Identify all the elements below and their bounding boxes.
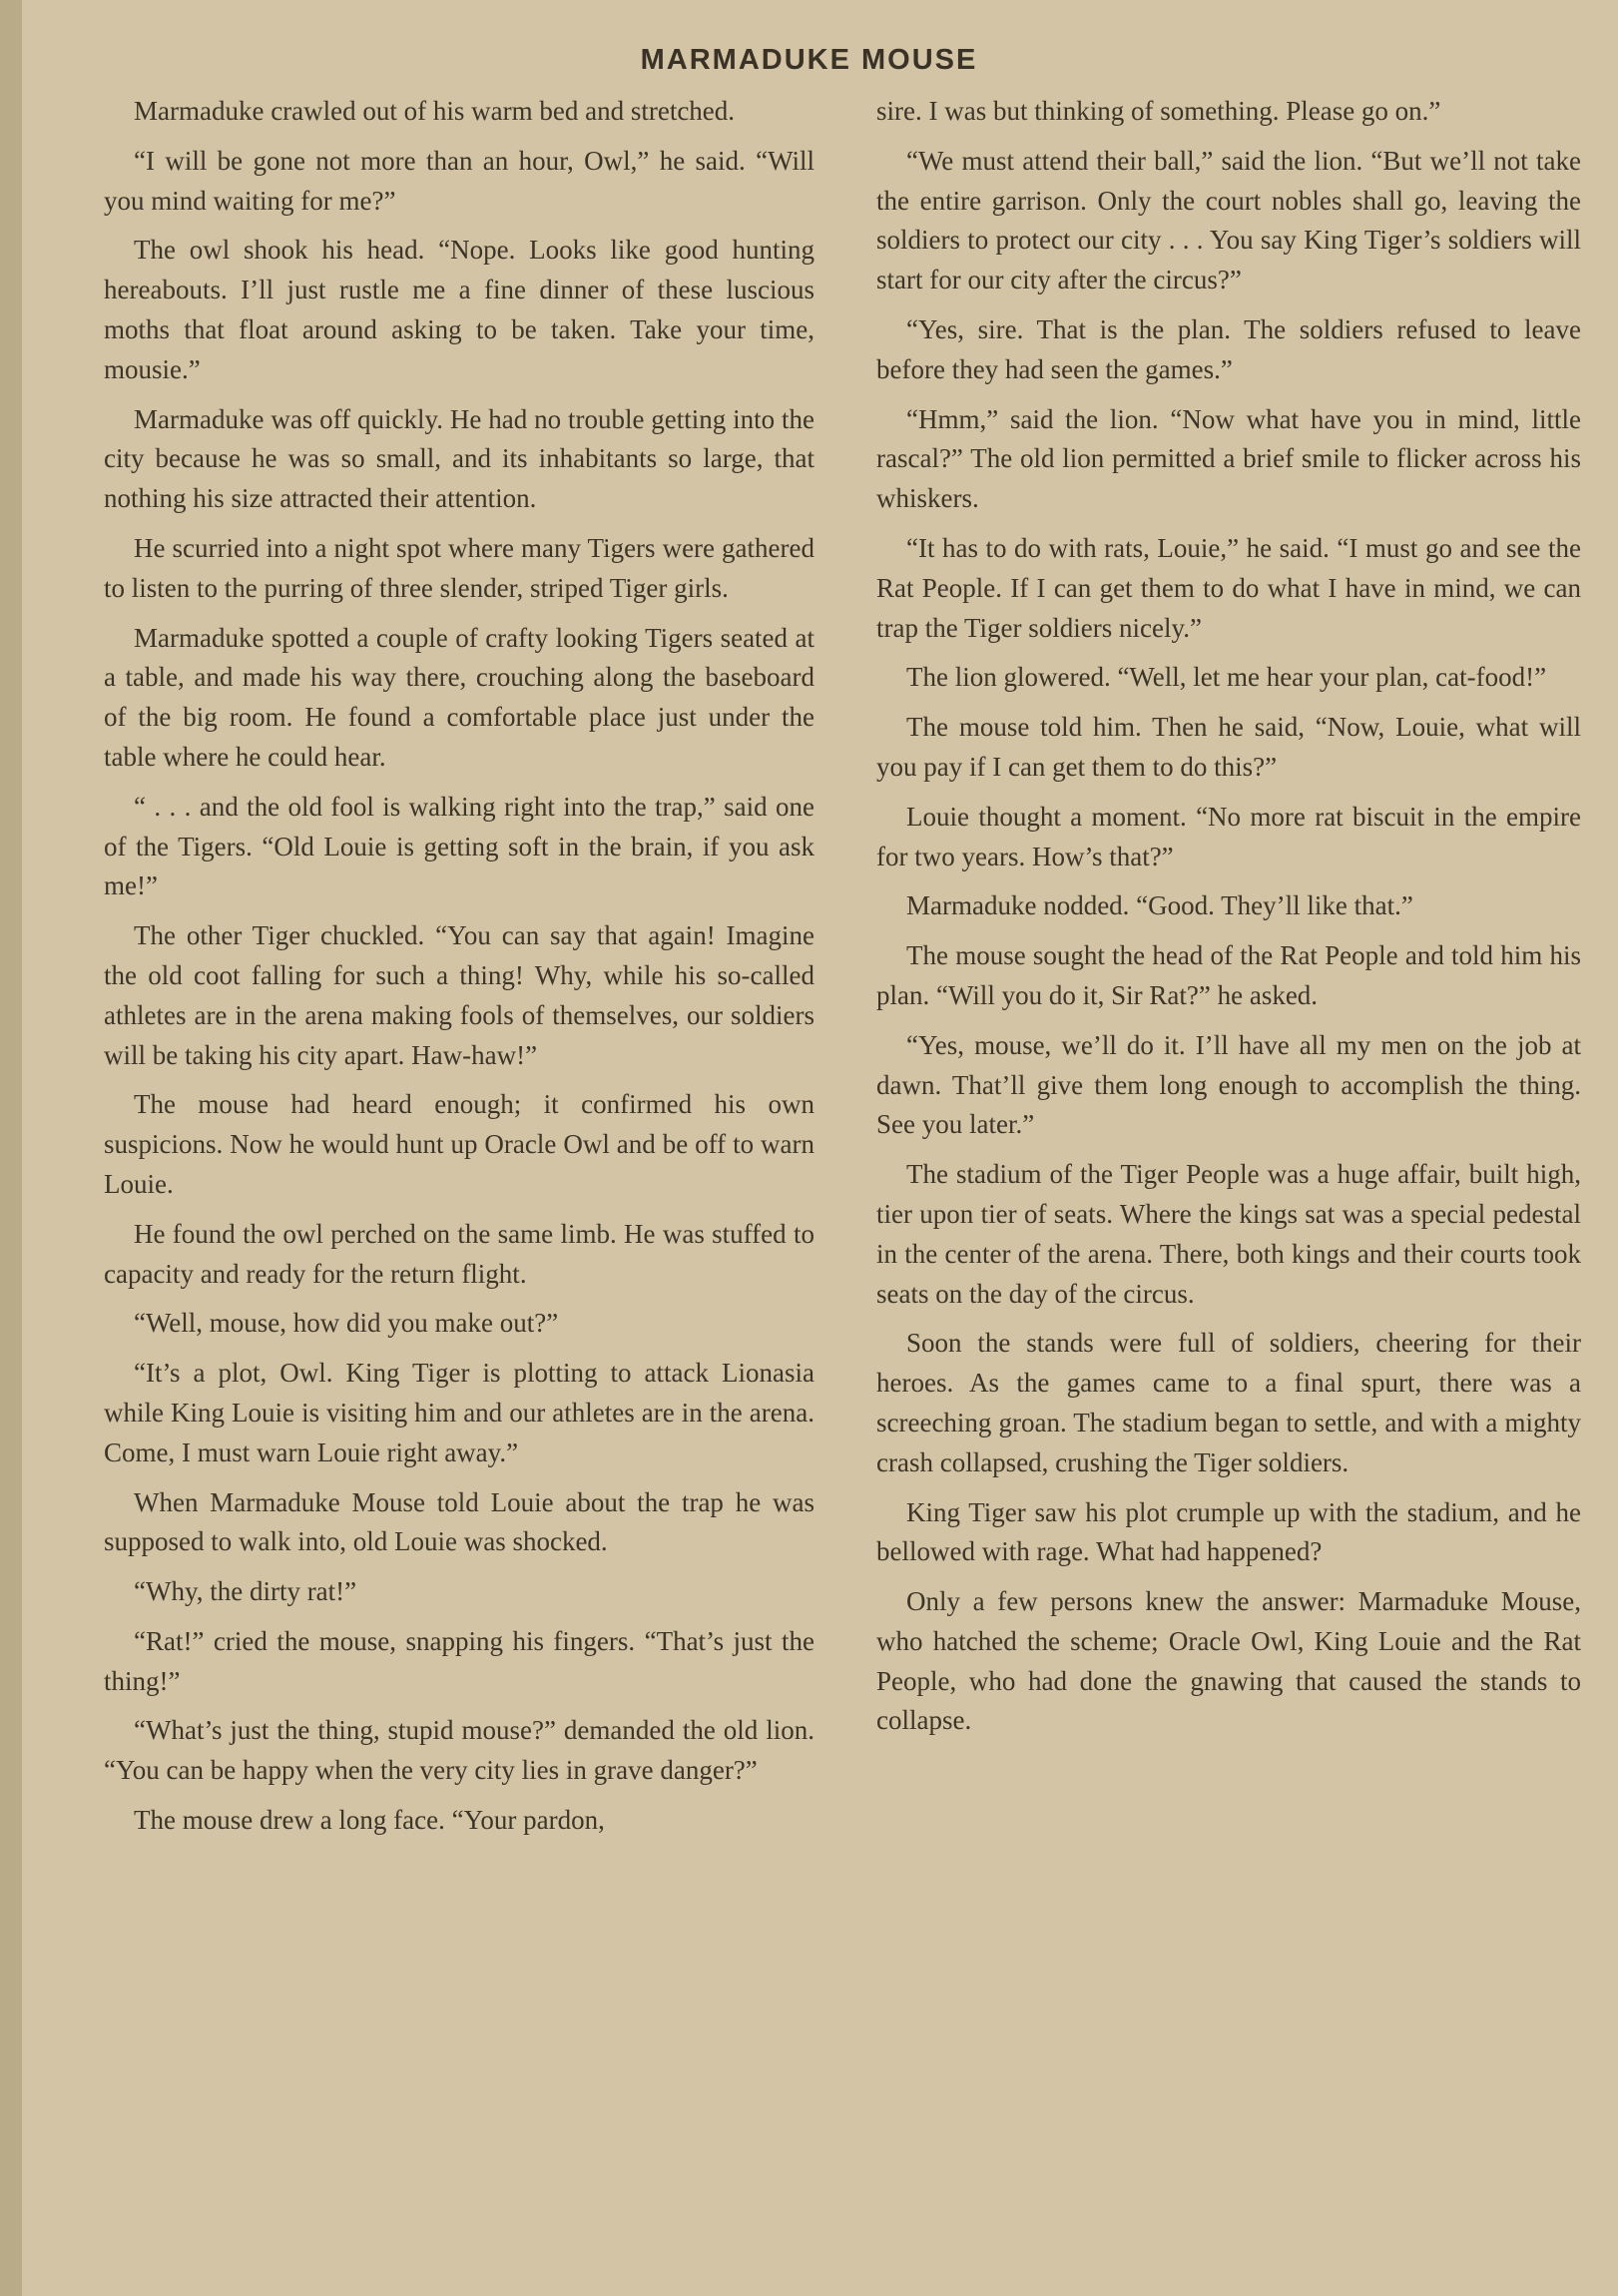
paragraph: “It’s a plot, Owl. King Tiger is plotting to attack Lionasia while King Louie is visiting him and our athletes are in the arena. Come, I must warn Louie right away.” — [104, 1358, 814, 1467]
paragraph: “Yes, mouse, we’ll do it. I’ll have all my men on the job at dawn. That’ll give them long enough to accomplish the thing. See you later.” — [876, 1029, 1581, 1140]
paragraph: “I will be gone not more than an hour, Owl,” he said. “Will you mind waiting for me?” — [104, 145, 814, 216]
paragraph: “Hmm,” said the lion. “Now what have you in mind, little rascal?” The old lion permitted a brief smile to flicker across his whiskers. — [876, 403, 1581, 514]
paragraph: “Rat!” cried the mouse, snapping his fingers. “That’s just the thing!” — [104, 1625, 814, 1696]
paragraph: The owl shook his head. “Nope. Looks like good hunting hereabouts. I’ll just rustle me a fine dinner of these luscious moths that float around asking to be taken. Take your time, mousie.” — [104, 235, 814, 384]
paragraph: Marmaduke nodded. “Good. They’ll like that.” — [906, 890, 1413, 921]
paragraph: “It has to do with rats, Louie,” he said. “I must go and see the Rat People. If I can get them to do what I have in mind, we can trap the Tiger soldiers nicely.” — [876, 532, 1581, 643]
paragraph: Louie thought a moment. “No more rat biscuit in the empire for two years. How’s that?” — [876, 801, 1581, 871]
paragraph: The mouse told him. Then he said, “Now, Louie, what will you pay if I can get them to do this?” — [876, 712, 1581, 782]
paragraph: “Well, mouse, how did you make out?” — [134, 1308, 559, 1339]
paragraph: “ . . . and the old fool is walking right into the trap,” said one of the Tigers. “Old Louie is getting soft in the brain, if you ask me!” — [104, 791, 814, 901]
paragraph: The stadium of the Tiger People was a huge affair, built high, tier upon tier of seats. Where the kings sat was a special pedestal in the center of the arena. There, both kings and their courts took seats on the day of the circus. — [876, 1159, 1581, 1309]
page-title: MARMADUKE MOUSE — [640, 44, 978, 76]
paragraph: He scurried into a night spot where many Tigers were gathered to listen to the purring of three slender, striped Tiger girls. — [104, 532, 814, 603]
paragraph: Soon the stands were full of soldiers, cheering for their heroes. As the games came to a final spurt, there was a screeching groan. The stadium began to settle, and with a mighty crash collapsed, crushing the Tiger soldiers. — [876, 1328, 1581, 1477]
paragraph: sire. I was but thinking of something. Please go on.” — [876, 96, 1441, 126]
paragraph: The lion glowered. “Well, let me hear your plan, cat-food!” — [906, 662, 1547, 693]
paragraph: The other Tiger chuckled. “You can say that again! Imagine the old coot falling for such a thing! Why, while his so-called athletes are in the arena making fools of themselves, our soldiers will be taking his city apart. Haw-haw!” — [104, 920, 814, 1070]
left-column — [104, 92, 814, 1851]
paragraph: He found the owl perched on the same limb. He was stuffed to capacity and ready for the return flight. — [104, 1218, 814, 1289]
paragraph: The mouse drew a long face. “Your pardon, — [134, 1805, 605, 1836]
paragraph: The mouse had heard enough; it confirmed his own suspicions. Now he would hunt up Oracle Owl and be off to warn Louie. — [104, 1089, 814, 1199]
paragraph: Marmaduke spotted a couple of crafty looking Tigers seated at a table, and made his way there, crouching along the baseboard of the big room. He found a comfortable place just under the table where he could hear. — [104, 622, 814, 772]
paragraph: King Tiger saw his plot crumple up with the stadium, and he bellowed with rage. What had happened? — [876, 1496, 1581, 1567]
paragraph: “Yes, sire. That is the plan. The soldiers refused to leave before they had seen the games.” — [876, 313, 1581, 384]
paragraph: “We must attend their ball,” said the lion. “But we’ll not take the entire garrison. Only the court nobles shall go, leaving the soldiers to protect our city . . . You say King Tiger’s soldiers will start for our city after the circus?” — [876, 145, 1581, 295]
paragraph: When Marmaduke Mouse told Louie about the trap he was supposed to walk into, old Louie was shocked. — [104, 1486, 814, 1557]
paragraph: Only a few persons knew the answer: Marmaduke Mouse, who hatched the scheme; Oracle Owl, King Louie and the Rat People, who had done the gnawing that caused the stands to collapse. — [876, 1586, 1581, 1736]
right-column — [876, 92, 1581, 1751]
paragraph: “Why, the dirty rat!” — [134, 1576, 357, 1607]
page-edge — [0, 0, 22, 2296]
paragraph: Marmaduke crawled out of his warm bed and stretched. — [134, 96, 736, 126]
paragraph: Marmaduke was off quickly. He had no trouble getting into the city because he was so small, and its inhabitants so large, that nothing his size attracted their attention. — [104, 403, 814, 514]
paragraph: The mouse sought the head of the Rat People and told him his plan. “Will you do it, Sir Rat?” he asked. — [876, 940, 1581, 1010]
paragraph: “What’s just the thing, stupid mouse?” demanded the old lion. “You can be happy when the very city lies in grave danger?” — [104, 1715, 814, 1786]
